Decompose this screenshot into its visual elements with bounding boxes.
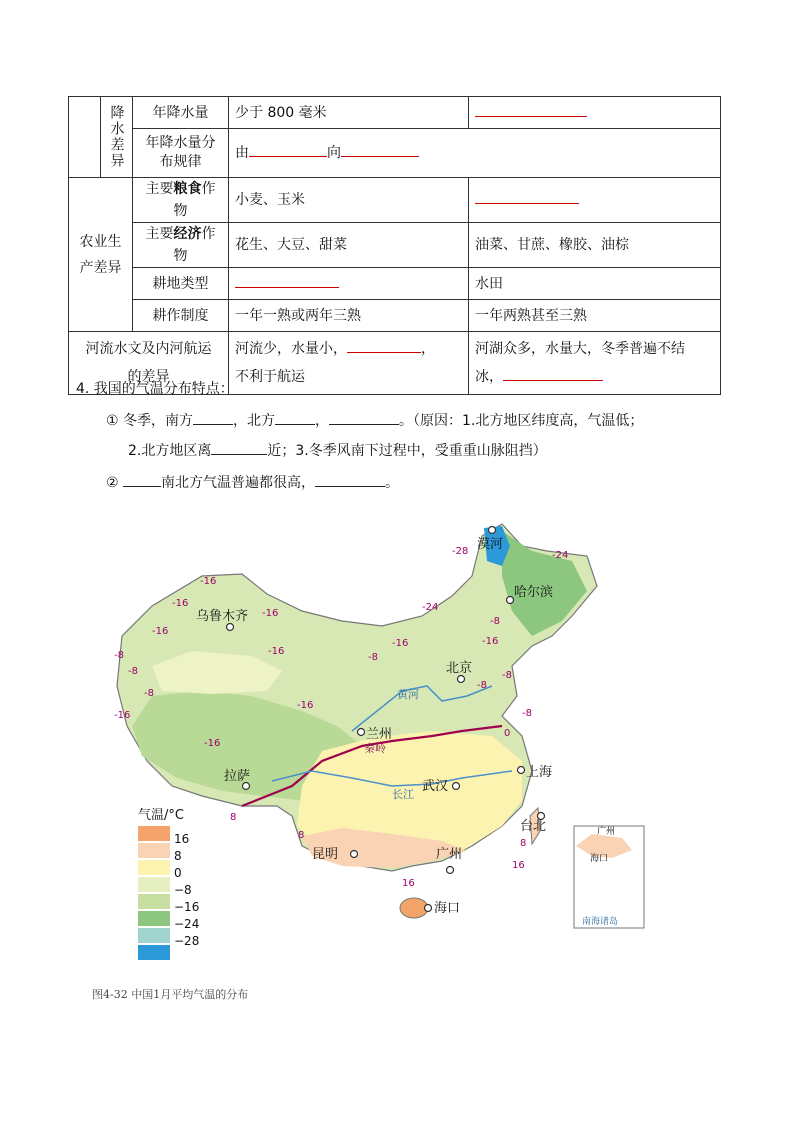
answer-blank[interactable] <box>249 142 327 157</box>
figure-caption: 图4-32 中国1月平均气温的分布 <box>92 988 249 1001</box>
map-city-label: 漠河 <box>477 537 504 552</box>
isotherm-label: -8 <box>368 652 378 663</box>
map-city-label: 拉萨 <box>224 769 251 784</box>
legend-label: −8 <box>174 883 192 897</box>
answer-blank[interactable] <box>193 410 233 425</box>
isotherm-label: -8 <box>144 688 154 699</box>
isotherm-label: -16 <box>262 608 279 619</box>
legend-swatch <box>138 911 170 926</box>
isotherm-label: -16 <box>114 710 131 721</box>
hainan-island <box>400 898 428 918</box>
annual-precip-south[interactable] <box>469 97 721 129</box>
legend-label: 0 <box>174 866 182 880</box>
isotherm-label: -16 <box>482 636 499 647</box>
svg-text:海口: 海口 <box>590 854 609 864</box>
from-text: 由 <box>235 145 249 161</box>
farming-system-north: 一年一熟或两年三熟 <box>229 300 469 332</box>
map-city-label: 兰州 <box>366 727 393 742</box>
map-feature-label: 长江 <box>392 788 414 801</box>
answer-blank[interactable] <box>315 472 385 487</box>
isotherm-label: -8 <box>522 708 532 719</box>
river-label: 河流水文及内河航运 的差异 <box>69 332 229 395</box>
answer-blank[interactable] <box>475 102 587 117</box>
legend-label: 16 <box>174 832 190 846</box>
isotherm-label: 0 <box>504 728 511 739</box>
isotherm-label: -8 <box>490 616 500 627</box>
map-city-label: 北京 <box>446 661 473 676</box>
answer-blank[interactable] <box>235 273 339 288</box>
legend-label: −16 <box>174 900 200 914</box>
river-north[interactable]: 河流少，水量小， ， 不利于航运 <box>229 332 469 395</box>
isotherm-label: -16 <box>297 700 314 711</box>
precip-group-label: 降水差异 <box>101 97 133 178</box>
map-city-label: 上海 <box>526 765 553 780</box>
grain-crop-label: 主要粮食作物 <box>133 178 229 223</box>
isotherm-label: 8 <box>520 838 527 849</box>
question-4-title: 4. 我国的气温分布特点： <box>76 381 234 397</box>
cash-crop-north: 花生、大豆、甜菜 <box>229 223 469 268</box>
river-south[interactable]: 河湖众多，水量大，冬季普遍不结 冰， <box>469 332 721 395</box>
south-china-sea-inset <box>574 825 644 928</box>
precip-dist-label: 年降水量分布规律 <box>133 129 229 178</box>
isotherm-label: -24 <box>552 550 569 561</box>
answer-blank[interactable] <box>475 189 579 204</box>
annual-precip-north: 少于 800 毫米 <box>229 97 469 129</box>
legend-swatch <box>138 860 170 875</box>
isotherm-label: -16 <box>392 638 409 649</box>
isotherm-label: -28 <box>452 546 469 557</box>
grain-crop-north: 小麦、玉米 <box>229 178 469 223</box>
answer-blank[interactable] <box>211 440 267 455</box>
answer-blank[interactable] <box>329 410 399 425</box>
isotherm-label: -8 <box>502 670 512 681</box>
legend-swatch <box>138 843 170 858</box>
map-city-label: 哈尔滨 <box>514 585 554 600</box>
isotherm-label: 8 <box>230 812 237 823</box>
farming-system-label: 耕作制度 <box>133 300 229 332</box>
map-city-label: 乌鲁木齐 <box>196 609 249 624</box>
land-type-south: 水田 <box>469 268 721 300</box>
isotherm-label: -8 <box>477 680 487 691</box>
legend-swatch <box>138 877 170 892</box>
map-city-label: 昆明 <box>312 847 339 862</box>
cash-crop-label: 主要经济作物 <box>133 223 229 268</box>
legend-swatch <box>138 894 170 909</box>
isotherm-label: 16 <box>512 860 525 871</box>
cash-crop-south: 油菜、甘蔗、橡胶、油棕 <box>469 223 721 268</box>
svg-text:广州: 广州 <box>597 827 616 837</box>
map-city-label: 武汉 <box>422 779 449 794</box>
grain-crop-south[interactable] <box>469 178 721 223</box>
isotherm-label: -16 <box>204 738 221 749</box>
farming-system-south: 一年两熟甚至三熟 <box>469 300 721 332</box>
to-text: 向 <box>327 145 341 161</box>
isotherm-label: -16 <box>172 598 189 609</box>
answer-blank[interactable] <box>503 366 603 381</box>
isotherm-label: -8 <box>128 666 138 677</box>
legend-label: −28 <box>174 934 200 948</box>
isotherm-label: -16 <box>152 626 169 637</box>
isotherm-label: 8 <box>298 830 305 841</box>
question-4-item-1-cont[interactable]: 2.北方地区离 近；3.冬季风南下过程中，受重重山脉阻挡） <box>128 440 547 460</box>
legend-title: 气温/°C <box>138 808 184 823</box>
agri-group-label: 农业生产差异 <box>69 178 133 332</box>
annual-precip-label: 年降水量 <box>133 97 229 129</box>
question-4-item-1[interactable]: ① 冬季，南方 ，北方 ， 。（原因：1.北方地区纬度高，气温低； <box>106 410 643 430</box>
legend-swatch <box>138 928 170 943</box>
map-feature-label: 秦岭 <box>364 742 386 755</box>
land-type-label: 耕地类型 <box>133 268 229 300</box>
isotherm-label: -16 <box>200 576 217 587</box>
blank-cell <box>69 97 101 178</box>
map-city-label: 海口 <box>434 901 461 916</box>
legend-swatch <box>138 945 170 960</box>
isotherm-label: 16 <box>402 878 415 889</box>
answer-blank[interactable] <box>123 472 161 487</box>
isotherm-label: -24 <box>422 602 439 613</box>
answer-blank[interactable] <box>341 142 419 157</box>
isotherm-label: -16 <box>268 646 285 657</box>
legend-label: −24 <box>174 917 200 931</box>
isotherm-label: -8 <box>114 650 124 661</box>
answer-blank[interactable] <box>275 410 315 425</box>
svg-text:南海诸岛: 南海诸岛 <box>582 917 619 927</box>
precip-dist-answer[interactable] <box>229 129 721 178</box>
comparison-table <box>68 96 721 395</box>
legend-label: 8 <box>174 849 182 863</box>
legend-swatch <box>138 826 170 841</box>
map-feature-label: 黄河 <box>397 688 419 701</box>
question-4-item-2[interactable]: ② 南北方气温普遍都很高， 。 <box>106 472 399 492</box>
land-type-north[interactable] <box>229 268 469 300</box>
map-city-label: 广州 <box>436 847 463 862</box>
map-city-label: 台北 <box>520 819 547 834</box>
answer-blank[interactable] <box>347 338 421 353</box>
